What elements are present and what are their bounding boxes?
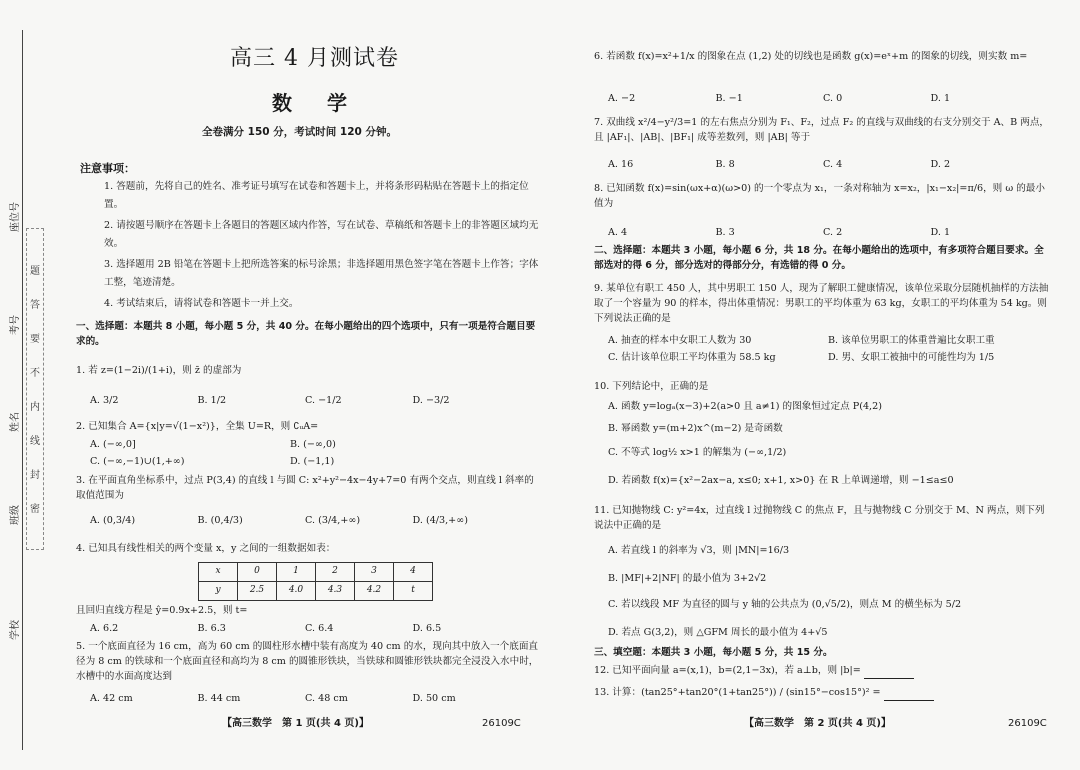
table-cell: 4.0 bbox=[277, 582, 316, 601]
exam-info: 全卷满分 150 分，考试时间 120 分钟。 bbox=[202, 126, 397, 138]
option: B. 8 bbox=[715, 159, 735, 170]
seal-char: 要 bbox=[30, 334, 40, 345]
option: D. 2 bbox=[930, 159, 951, 170]
option: D. 男、女职工被抽中的可能性均为 1/5 bbox=[828, 351, 995, 363]
option: B. −1 bbox=[715, 93, 743, 104]
q7-options bbox=[608, 158, 1038, 173]
option: D. 1 bbox=[930, 227, 951, 238]
q8-options bbox=[608, 226, 1038, 241]
school-label: 学校 bbox=[10, 620, 21, 640]
option: D. 50 cm bbox=[412, 693, 456, 704]
table-row bbox=[199, 563, 433, 582]
option: C. 2 bbox=[823, 227, 843, 238]
page-2-code: 26109C bbox=[1008, 718, 1047, 729]
class-label: 班级 bbox=[10, 505, 21, 525]
option: C. 0 bbox=[823, 93, 843, 104]
table-cell: 2 bbox=[316, 563, 355, 582]
question-12 bbox=[594, 664, 1050, 679]
option: D. (−1,1) bbox=[290, 455, 335, 467]
notice-item: 4. 考试结束后，请将试卷和答题卡一并上交。 bbox=[104, 298, 299, 309]
table-cell: 3 bbox=[355, 563, 394, 582]
q2-options bbox=[90, 438, 490, 470]
seal-char: 题 bbox=[30, 266, 40, 277]
option: B. (−∞,0) bbox=[290, 439, 336, 450]
option: C. 不等式 log½ x>1 的解集为 (−∞,1/2) bbox=[608, 447, 787, 458]
notice-item: 3. 选择题用 2B 铅笔在答题卡上把所选答案的标号涂黑；非选择题用黑色签字笔在答题卡上作答；字体工整，笔迹清楚。 bbox=[104, 259, 539, 288]
option: C. 估计该单位职工平均体重为 58.5 kg bbox=[608, 351, 776, 363]
notice-item: 1. 答题前，先将自己的姓名、准考证号填写在试卷和答题卡上，并将条形码粘贴在答题卡上的指定位置。 bbox=[104, 181, 529, 210]
seal-char: 答 bbox=[30, 300, 40, 311]
table-row bbox=[199, 582, 433, 601]
option: D. 若点 G(3,2)，则 △GFM 周长的最小值为 4+√5 bbox=[608, 627, 828, 638]
answer-blank bbox=[884, 690, 934, 701]
question-13 bbox=[594, 686, 1050, 701]
option: A. 3/2 bbox=[90, 395, 119, 406]
table-cell: 4 bbox=[394, 563, 433, 582]
option: C. 48 cm bbox=[305, 693, 348, 704]
option: A. 4 bbox=[608, 227, 628, 238]
q1-options bbox=[90, 394, 520, 409]
binding-line bbox=[22, 30, 23, 750]
option: D. 若函数 f(x)={x²−2ax−a, x≤0; x+1, x>0} 在 R 上单调递增，则 −1≤a≤0 bbox=[608, 475, 954, 486]
question-11: 11. 已知抛物线 C: y²=4x，过直线 l 过抛物线 C 的焦点 F，且与抛物线 C 分别交于 M、N 两点，则下列说法中正确的是 bbox=[594, 505, 1045, 531]
page-2-footer: 【高三数学 第 2 页(共 4 页)】 bbox=[744, 718, 891, 729]
option: A. −2 bbox=[608, 93, 636, 104]
question-3: 3. 在平面直角坐标系中，过点 P(3,4) 的直线 l 与圆 C: x²+y²−4x−4y+7=0 有两个交点，则直线 l 斜率的取值范围为 bbox=[76, 475, 534, 501]
question-4: 4. 已知具有线性相关的两个变量 x，y 之间的一组数据如表： bbox=[76, 543, 336, 554]
question-6: 6. 若函数 f(x)=x²+1/x 的图象在点 (1,2) 处的切线也是函数 g(x)=eˣ+m 的图象的切线，则实数 m= bbox=[594, 51, 1028, 62]
page-1-footer: 【高三数学 第 1 页(共 4 页)】 bbox=[222, 718, 369, 729]
option: B. (0,4/3) bbox=[197, 515, 243, 526]
q3-options bbox=[90, 514, 520, 529]
question-8: 8. 已知函数 f(x)=sin(ωx+α)(ω>0) 的一个零点为 x₁，一条对称轴为 x=x₂，|x₁−x₂|=π/6，则 ω 的最小值为 bbox=[594, 183, 1045, 209]
option: C. (3/4,+∞) bbox=[305, 515, 361, 526]
option: C. 4 bbox=[823, 159, 843, 170]
name-label: 姓名 bbox=[10, 412, 21, 432]
option: C. (−∞,−1)∪(1,+∞) bbox=[90, 455, 185, 467]
question-12-text: 12. 已知平面向量 a=(x,1)，b=(2,1−3x)，若 a⊥b，则 |b|= bbox=[594, 665, 861, 676]
option: A. 函数 y=logₐ(x−3)+2(a>0 且 a≠1) 的图象恒过定点 P(4,2) bbox=[608, 401, 882, 412]
binding-strip bbox=[0, 0, 50, 770]
option: D. 6.5 bbox=[412, 623, 442, 634]
table-cell: 0 bbox=[238, 563, 277, 582]
notice-heading: 注意事项： bbox=[80, 162, 135, 175]
question-10: 10. 下列结论中，正确的是 bbox=[594, 381, 709, 392]
table-cell: 4.3 bbox=[316, 582, 355, 601]
data-table bbox=[198, 562, 433, 601]
table-cell: t bbox=[394, 582, 433, 601]
subject-title: 数 学 bbox=[272, 91, 361, 115]
page-1-code: 26109C bbox=[482, 718, 521, 729]
option: B. 该单位男职工的体重普遍比女职工重 bbox=[828, 335, 995, 346]
option: B. |MF|+2|NF| 的最小值为 3+2√2 bbox=[608, 573, 767, 584]
seat-no-label: 座位号 bbox=[10, 202, 21, 232]
answer-blank bbox=[864, 668, 914, 679]
option: C. 若以线段 MF 为直径的圆与 y 轴的公共点为 (0,√5/2)，则点 M 的横坐标为 5/2 bbox=[608, 599, 962, 610]
table-cell: 4.2 bbox=[355, 582, 394, 601]
table-cell: y bbox=[199, 582, 238, 601]
question-5: 5. 一个底面直径为 16 cm，高为 60 cm 的圆柱形水槽中装有高度为 40 cm 的水，现向其中放入一个底面直径为 8 cm 的铁球和一个底面直径和高均为 8 cm 的圆锥形铁块，当铁球和圆锥形铁块都完全浸没入水中时，水槽中的水面高度达到 bbox=[76, 641, 539, 682]
q5-options bbox=[90, 692, 520, 707]
option: A. 抽查的样本中女职工人数为 30 bbox=[608, 335, 752, 346]
option: D. (4/3,+∞) bbox=[412, 515, 468, 526]
option: A. (−∞,0] bbox=[90, 439, 136, 450]
section-1-heading: 一、选择题：本题共 8 小题，每小题 5 分，共 40 分。在每小题给出的四个选项中，只有一项是符合题目要求的。 bbox=[76, 321, 536, 347]
question-2: 2. 已知集合 A={x|y=√(1−x²)}，全集 U=R，则 ∁ᵤA= bbox=[76, 421, 319, 432]
option: C. 6.4 bbox=[305, 623, 334, 634]
q4-options bbox=[90, 622, 520, 637]
option: D. 1 bbox=[930, 93, 951, 104]
question-4-after: 且回归直线方程是 ŷ=0.9x+2.5，则 t= bbox=[76, 605, 248, 616]
seal-char: 封 bbox=[30, 470, 40, 481]
option: A. 16 bbox=[608, 159, 634, 170]
option: A. 42 cm bbox=[90, 693, 133, 704]
option: A. (0,3/4) bbox=[90, 515, 136, 526]
exam-no-label: 考号 bbox=[10, 315, 21, 335]
section-2-heading: 二、选择题：本题共 3 小题，每小题 6 分，共 18 分。在每小题给出的选项中，有多项符合题目要求。全部选对的得 6 分，部分选对的得部分分，有选错的得 0 分。 bbox=[594, 245, 1044, 271]
table-cell: 1 bbox=[277, 563, 316, 582]
seal-char: 密 bbox=[30, 504, 40, 515]
question-9: 9. 某单位有职工 450 人，其中男职工 150 人，现为了解职工健康情况，该单位采取分层随机抽样的方法抽取了一个容量为 90 的样本，得出体重情况：男职工的平均体重为 63 kg，女职工的平均体重为 54 kg。则下列说法正确的是 bbox=[594, 283, 1049, 324]
section-3-heading: 三、填空题：本题共 3 小题，每小题 5 分，共 15 分。 bbox=[594, 647, 833, 658]
table-cell: x bbox=[199, 563, 238, 582]
exam-title: 高三 4 月测试卷 bbox=[230, 46, 399, 71]
option: A. 6.2 bbox=[90, 623, 119, 634]
option: B. 1/2 bbox=[197, 395, 227, 406]
question-7: 7. 双曲线 x²/4−y²/3=1 的左右焦点分别为 F₁、F₂，过点 F₂ 的直线与双曲线的右支分别交于 A、B 两点，且 |AF₁|、|AB|、|BF₁| 成等差数列，则 |AB| 等于 bbox=[594, 117, 1050, 143]
seal-char: 内 bbox=[30, 402, 40, 413]
option: B. 44 cm bbox=[197, 693, 241, 704]
option: A. 若直线 l 的斜率为 √3，则 |MN|=16/3 bbox=[608, 545, 790, 556]
q6-options bbox=[608, 92, 1038, 107]
option: D. −3/2 bbox=[412, 395, 450, 406]
table-cell: 2.5 bbox=[238, 582, 277, 601]
seal-char: 不 bbox=[30, 368, 40, 379]
question-13-text: 13. 计算：(tan25°+tan20°(1+tan25°)) / (sin15°−cos15°)² = bbox=[594, 687, 881, 698]
seal-char: 线 bbox=[30, 436, 40, 447]
option: C. −1/2 bbox=[305, 395, 342, 406]
option: B. 3 bbox=[715, 227, 735, 238]
q9-options bbox=[608, 334, 1048, 366]
question-1: 1. 若 z=(1−2i)/(1+i)，则 z̄ 的虚部为 bbox=[76, 365, 242, 376]
notice-item: 2. 请按题号顺序在答题卡上各题目的答题区域内作答，写在试卷、草稿纸和答题卡上的非答题区域均无效。 bbox=[104, 220, 539, 249]
option: B. 幂函数 y=(m+2)x^(m−2) 是奇函数 bbox=[608, 423, 783, 434]
notice-list bbox=[104, 178, 540, 316]
option: B. 6.3 bbox=[197, 623, 226, 634]
